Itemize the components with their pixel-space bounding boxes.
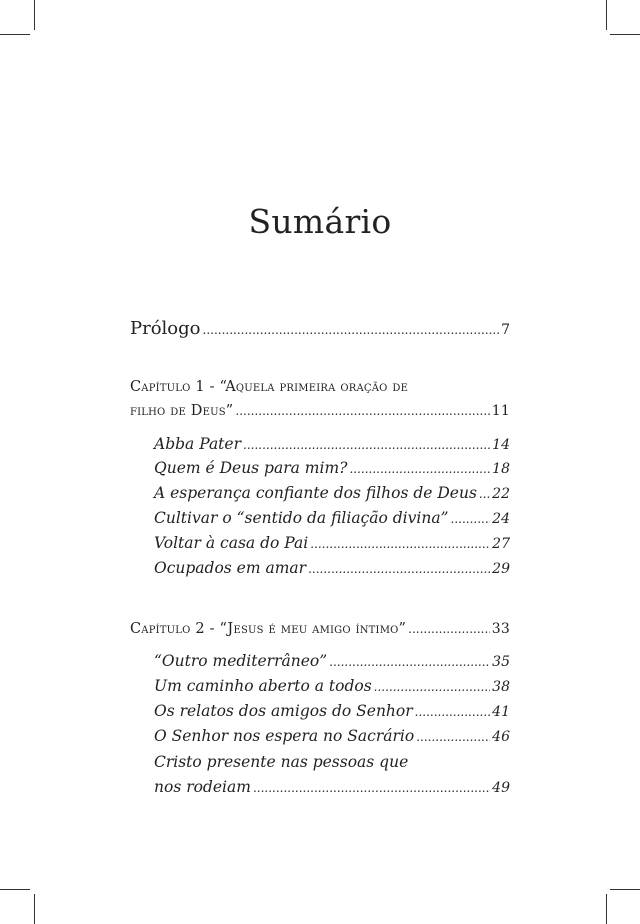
dot-leader	[416, 731, 490, 743]
dot-leader	[479, 488, 490, 500]
toc-entry-label: Prólogo	[130, 318, 201, 339]
toc-entry-label: Abba Pater	[154, 435, 241, 453]
dot-leader	[408, 623, 490, 635]
toc-entry-label-line1: Cristo presente nas pessoas que	[154, 753, 409, 771]
toc-entry-label-line2: nos rodeiam	[154, 778, 251, 796]
crop-mark-top-right-h	[610, 34, 640, 35]
crop-mark-bottom-left-h	[0, 889, 30, 890]
toc-entry-section	[154, 729, 510, 745]
toc-entry-section	[154, 486, 510, 502]
toc-entry-label: Ocupados em amar	[154, 559, 307, 577]
dot-leader	[203, 324, 500, 336]
toc-entry-prologue	[130, 320, 510, 338]
toc-entry-label: A esperança confiante dos filhos de Deus	[154, 484, 477, 502]
toc-entry-label: Quem é Deus para mim?	[154, 459, 348, 477]
toc-entry-page: 14	[492, 437, 510, 453]
dot-leader	[308, 563, 490, 575]
toc-entry-page: 27	[492, 536, 510, 552]
toc-entry-page: 41	[492, 704, 510, 720]
toc-entry-page: 38	[492, 679, 510, 695]
dot-leader	[451, 513, 491, 525]
toc-entry-section	[154, 461, 510, 477]
toc-entry-page: 22	[492, 486, 510, 502]
dot-leader	[349, 463, 490, 475]
page-title: Sumário	[248, 202, 392, 241]
crop-mark-bottom-right	[606, 894, 607, 924]
toc-entry-page: 24	[492, 511, 510, 527]
crop-mark-bottom-left	[34, 894, 35, 924]
toc-entry-page: 49	[492, 780, 510, 796]
chapter-1-title-line2: filho de Deus”	[130, 403, 234, 419]
dot-leader	[243, 439, 490, 451]
chapter-1-title-line1: Capítulo 1 - “Aquela primeira oração de	[130, 379, 409, 395]
crop-mark-top-right	[606, 0, 607, 30]
toc-entry-label: Os relatos dos amigos do Senhor	[154, 702, 413, 720]
toc-entry-section	[154, 536, 510, 552]
toc-entry-chapter-1	[130, 404, 510, 419]
crop-mark-top-left	[34, 0, 35, 30]
toc-entry-label: Cultivar o “sentido da filiação divina”	[154, 509, 449, 527]
crop-mark-top-left-h	[0, 34, 30, 35]
toc-entry-section	[154, 704, 510, 720]
toc-entry-label: Voltar à casa do Pai	[154, 534, 309, 552]
toc-entry-label: O Senhor nos espera no Sacrário	[154, 727, 415, 745]
toc-entry-page: 33	[491, 621, 510, 637]
dot-leader	[235, 405, 489, 417]
chapter-2-title: Capítulo 2 - “Jesus é meu amigo íntimo”	[130, 621, 407, 637]
toc-entry-section	[154, 780, 510, 796]
toc-entry-page: 7	[501, 322, 510, 338]
toc-entry-page: 35	[492, 654, 510, 670]
toc-entry-label: “Outro mediterrâneo”	[154, 652, 328, 670]
dot-leader	[329, 656, 490, 668]
toc-entry-chapter-2	[130, 622, 510, 637]
toc-entry-section	[154, 654, 510, 670]
dot-leader	[374, 681, 491, 693]
toc-entry-page: 11	[491, 403, 510, 419]
toc-entry-page: 18	[492, 461, 510, 477]
crop-mark-bottom-right-h	[610, 889, 640, 890]
toc-entry-section	[154, 437, 510, 453]
toc-entry-section	[154, 561, 510, 577]
toc-entry-label: Um caminho aberto a todos	[154, 677, 372, 695]
toc-entry-page: 46	[492, 729, 510, 745]
dot-leader	[253, 782, 490, 794]
dot-leader	[310, 538, 490, 550]
toc-entry-section	[154, 511, 510, 527]
toc-entry-page: 29	[492, 561, 510, 577]
toc-entry-section	[154, 679, 510, 695]
dot-leader	[415, 706, 491, 718]
